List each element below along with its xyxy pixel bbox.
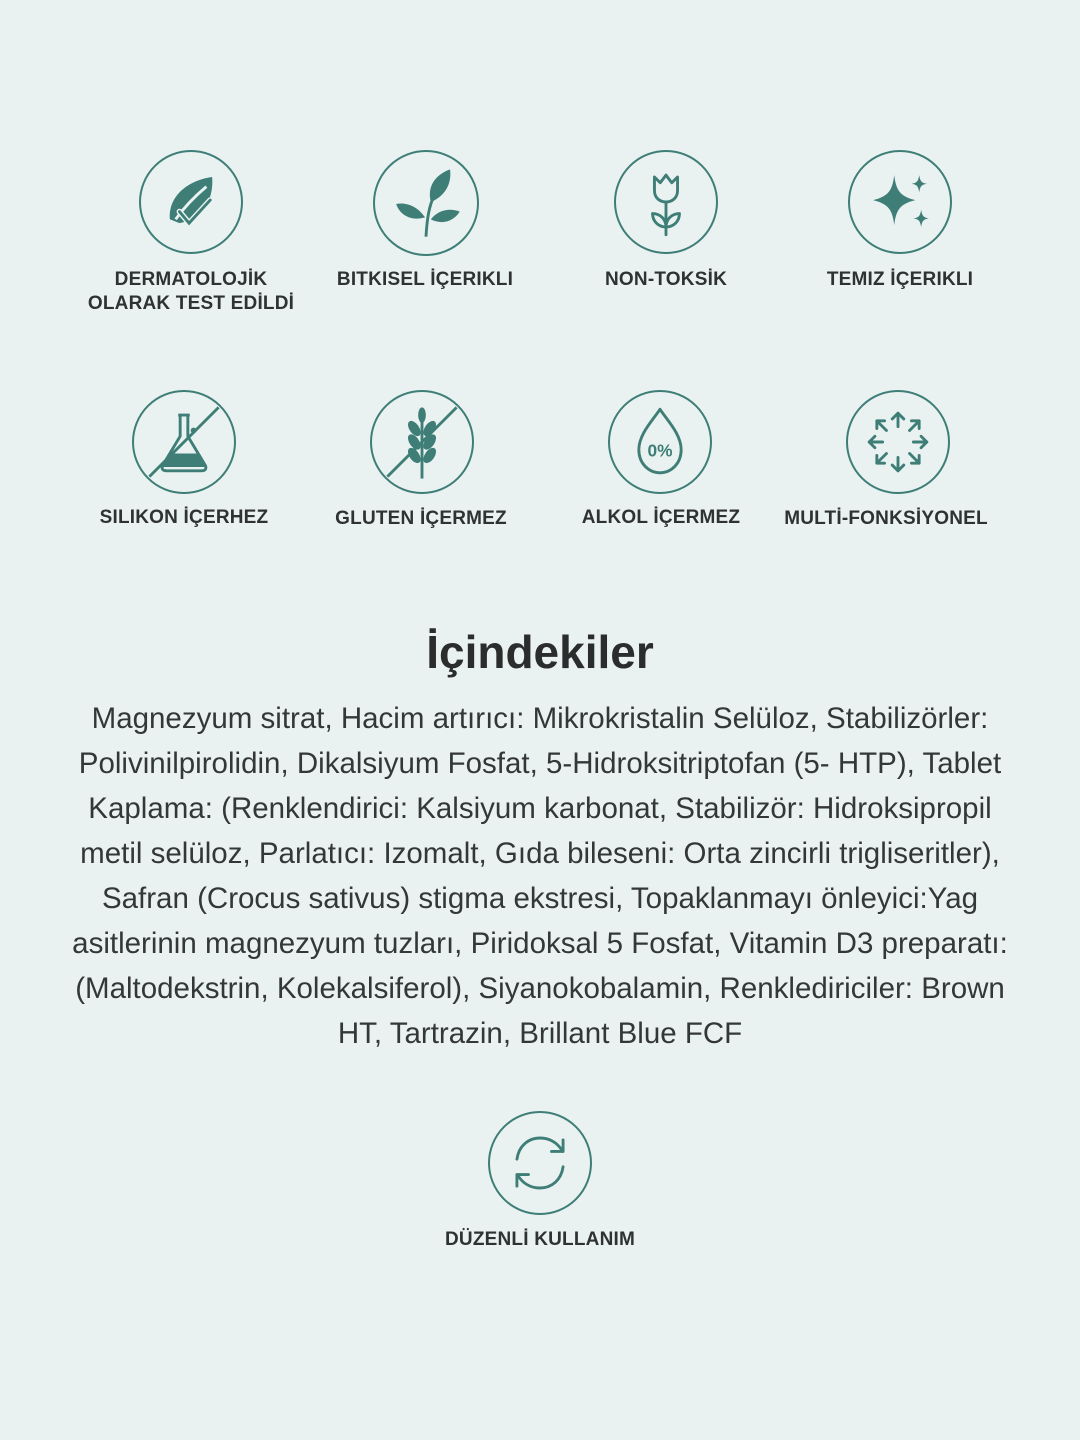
badge-label: DÜZENLİ KULLANIM bbox=[444, 1229, 635, 1250]
refresh-cycle-icon bbox=[488, 1111, 592, 1215]
badge-label: ALKOL İÇERMEZ bbox=[581, 507, 741, 528]
badge-clean bbox=[780, 150, 1020, 300]
badge-label: BITKISEL İÇERIKLI bbox=[336, 269, 514, 290]
tulip-icon bbox=[614, 150, 718, 254]
ingredients-text: Magnezyum sitrat, Hacim artırıcı: Mikrokristalin Selüloz, Stabilizörler: Polivinilpirolidin, Dikalsiyum Fosfat, 5-Hidroksitriptofan (5- HTP), Tablet Kaplama: (Renklendirici: Kalsiyum karbonat, Stabilizör: Hidroksipropil metil selüloz, Parlatıcı: Izomalt, Gıda bileseni: Orta zincirli trigliseritler), Safran (Crocus sativus) stigma ekstresi, Topaklanmayı önleyici:Yag asitlerinin magnezyum tuzları, Piridoksal 5 Fosfat, Vitamin D3 preparatı: (Maltodekstrin, Kolekalsiferol), Siyanokobalamin, Renklediriciler: Brown HT, Tartrazin, Brillant Blue FCF bbox=[72, 702, 1008, 1050]
badge-label: MULTİ-FONKSİYONEL bbox=[784, 508, 988, 529]
drop-percent-text: 0% bbox=[647, 440, 673, 461]
badge-label: DERMATOLOJİK OLARAK TEST EDİLDİ bbox=[87, 269, 295, 314]
badge-label: SILIKON İÇERHEZ bbox=[99, 507, 269, 528]
badge-label: GLUTEN İÇERMEZ bbox=[335, 508, 507, 529]
sparkle-icon bbox=[848, 150, 952, 254]
ingredients-title: İçindekiler bbox=[426, 626, 654, 678]
badge-silicone-free bbox=[64, 390, 304, 540]
badge-gluten-free bbox=[301, 390, 541, 540]
badge-herbal bbox=[305, 150, 545, 300]
herbal-leaves-icon bbox=[373, 150, 479, 256]
leaf-check-icon bbox=[139, 150, 243, 254]
badge-non-toxic bbox=[546, 150, 786, 300]
badge-label: NON-TOKSİK bbox=[605, 269, 727, 290]
no-wheat-icon bbox=[370, 390, 474, 494]
badge-dermatology-tested bbox=[71, 150, 311, 320]
badge-multi-functional bbox=[766, 390, 1006, 540]
badge-alcohol-free bbox=[541, 390, 781, 540]
badge-label: TEMIZ İÇERIKLI bbox=[826, 269, 974, 290]
expand-arrows-icon bbox=[846, 390, 950, 494]
drop-zero-percent-icon bbox=[608, 390, 712, 494]
no-flask-icon bbox=[132, 390, 236, 494]
badge-regular-usage bbox=[420, 1111, 660, 1261]
